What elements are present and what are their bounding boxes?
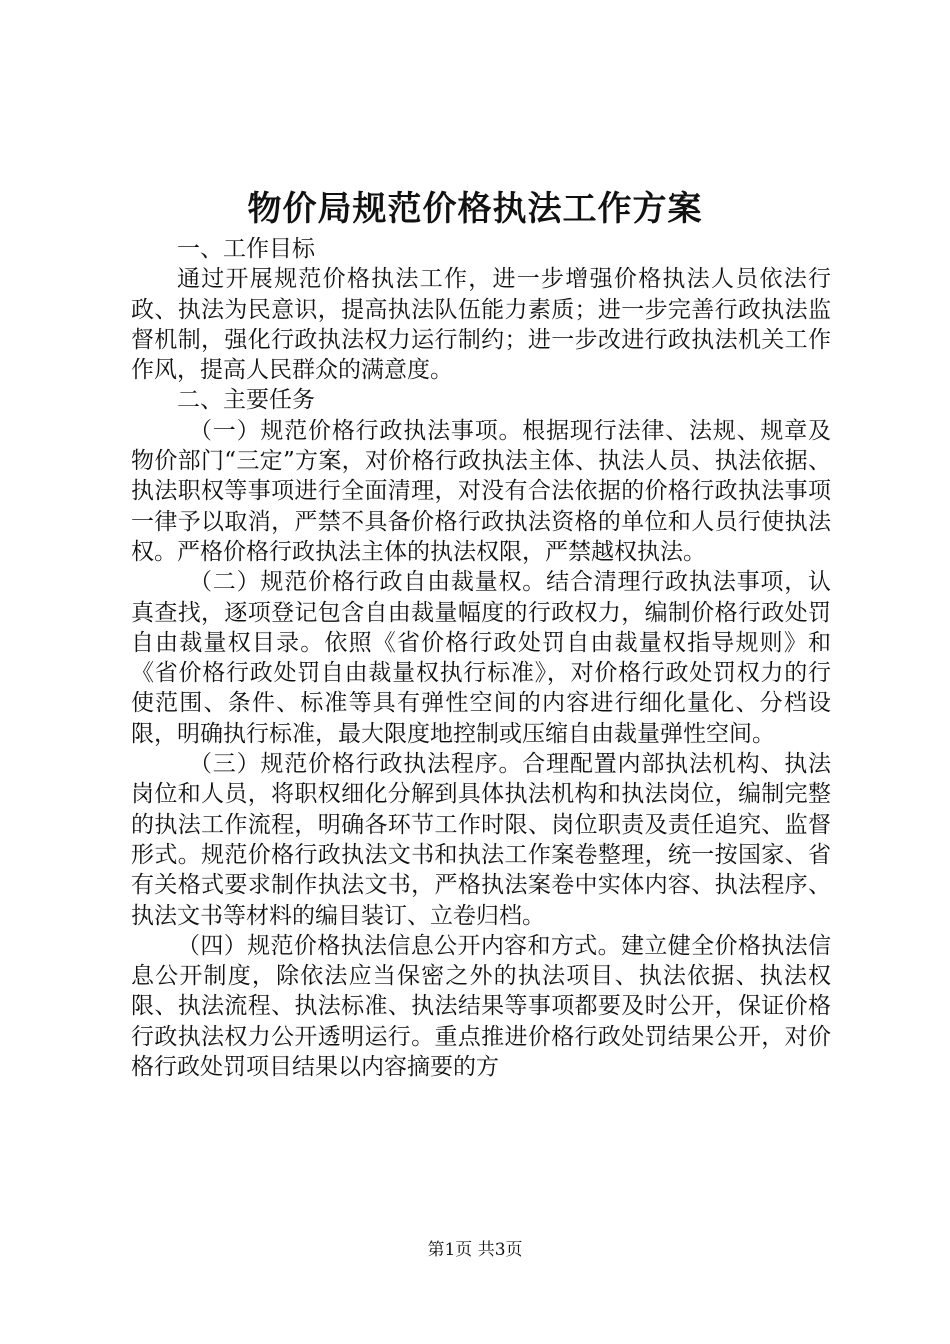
paragraph-task-3: （三）规范价格行政执法程序。合理配置内部执法机构、执法岗位和人员，将职权细化分解到具体执法机构和执法岗位，编制完整的执法工作流程，明确各环节工作时限、岗位职责及责任追究、监督形式。规范价格行政执法文书和执法工作案卷整理，统一按国家、省有关格式要求制作执法文书，严格执法案卷中实体内容、执法程序、执法文书等材料的编目装订、立卷归档。	[131, 751, 831, 929]
section-heading-tasks: 二、主要任务	[177, 387, 315, 414]
paragraph-task-4: （四）规范价格执法信息公开内容和方式。建立健全价格执法信息公开制度，除依法应当保密之外的执法项目、执法依据、执法权限、执法流程、执法标准、执法结果等事项都要及时公开，保证价格行政执法权力公开透明运行。重点推进价格行政处罚结果公开，对价格行政处罚项目结果以内容摘要的方	[131, 932, 831, 1081]
paragraph-goals: 通过开展规范价格执法工作，进一步增强价格执法人员依法行政、执法为民意识，提高执法队伍能力素质；进一步完善行政执法监督机制，强化行政执法权力运行制约；进一步改进行政执法机关工作作风，提高人民群众的满意度。	[131, 266, 831, 384]
paragraph-task-2: （二）规范价格行政自由裁量权。结合清理行政执法事项，认真查找，逐项登记包含自由裁量幅度的行政权力，编制价格行政处罚自由裁量权目录。依照《省价格行政处罚自由裁量权指导规则》和《省价格行政处罚自由裁量权执行标准》，对价格行政处罚权力的行使范围、条件、标准等具有弹性空间的内容进行细化量化、分档设限，明确执行标准，最大限度地控制或压缩自由裁量弹性空间。	[131, 569, 831, 747]
paragraph-task-1: （一）规范价格行政执法事项。根据现行法律、法规、规章及物价部门“三定”方案，对价格行政执法主体、执法人员、执法依据、执法职权等事项进行全面清理，对没有合法依据的价格行政执法事项一律予以取消，严禁不具备价格行政执法资格的单位和人员行使执法权。严格价格行政执法主体的执法权限，严禁越权执法。	[131, 417, 831, 565]
document-title: 物价局规范价格执法工作方案	[247, 189, 703, 229]
section-heading-goals: 一、工作目标	[177, 236, 315, 262]
document-body	[131, 234, 831, 1082]
page-number-footer: 第1页 共3页	[427, 1240, 523, 1260]
